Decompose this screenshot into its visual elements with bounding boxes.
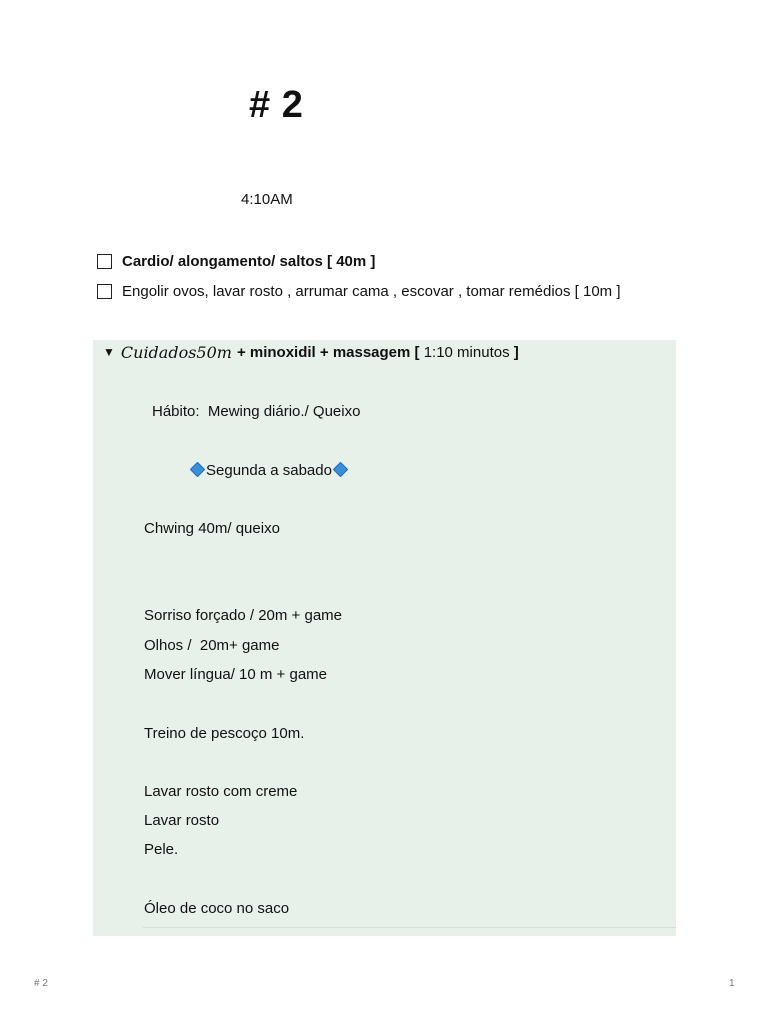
blue-diamond-icon <box>190 462 206 478</box>
toggle-line: Lavar rosto com creme <box>144 783 298 800</box>
toggle-heading[interactable] <box>103 341 519 363</box>
heading-text: + minoxidil + massagem [ <box>236 343 420 361</box>
divider <box>143 927 676 928</box>
page-number: 1 <box>729 978 735 989</box>
toggle-line: Chwing 40m/ queixo <box>144 520 280 537</box>
habit-text: Hábito: Mewing diário./ Queixo <box>152 403 361 420</box>
toggle-line: Treino de pescoço 10m. <box>144 725 305 742</box>
toggle-line: Mover língua/ 10 m + game <box>144 666 328 683</box>
toggle-line: Sorriso forçado / 20m + game <box>144 607 343 624</box>
time-label: 4:10AM <box>241 191 293 208</box>
schedule-text: Segunda a sabado <box>206 462 332 479</box>
footer-title: # 2 <box>34 978 48 989</box>
toggle-triangle-icon[interactable]: ▼ <box>103 345 115 359</box>
toggle-line: Óleo de coco no saco <box>144 900 290 917</box>
schedule-line <box>189 462 349 479</box>
todo-item-cardio[interactable] <box>97 251 375 271</box>
toggle-line: Lavar rosto <box>144 812 220 829</box>
todo-label: Engolir ovos, lavar rosto , arrumar cama , escovar , tomar remédios [ 10m ] <box>122 282 621 300</box>
heading-duration: 1:10 minutos <box>419 343 514 361</box>
todo-item-morning-routine[interactable] <box>97 281 621 301</box>
blue-diamond-icon <box>333 462 349 478</box>
heading-bracket: ] <box>513 343 519 361</box>
math-inline: Cuidados50m <box>120 342 232 362</box>
checkbox[interactable] <box>97 254 112 269</box>
checkbox[interactable] <box>97 284 112 299</box>
todo-label: Cardio/ alongamento/ saltos [ 40m ] <box>122 252 376 270</box>
toggle-line: Pele. <box>144 841 179 858</box>
page-title: # 2 <box>249 84 304 126</box>
toggle-line: Olhos / 20m+ game <box>144 637 280 654</box>
